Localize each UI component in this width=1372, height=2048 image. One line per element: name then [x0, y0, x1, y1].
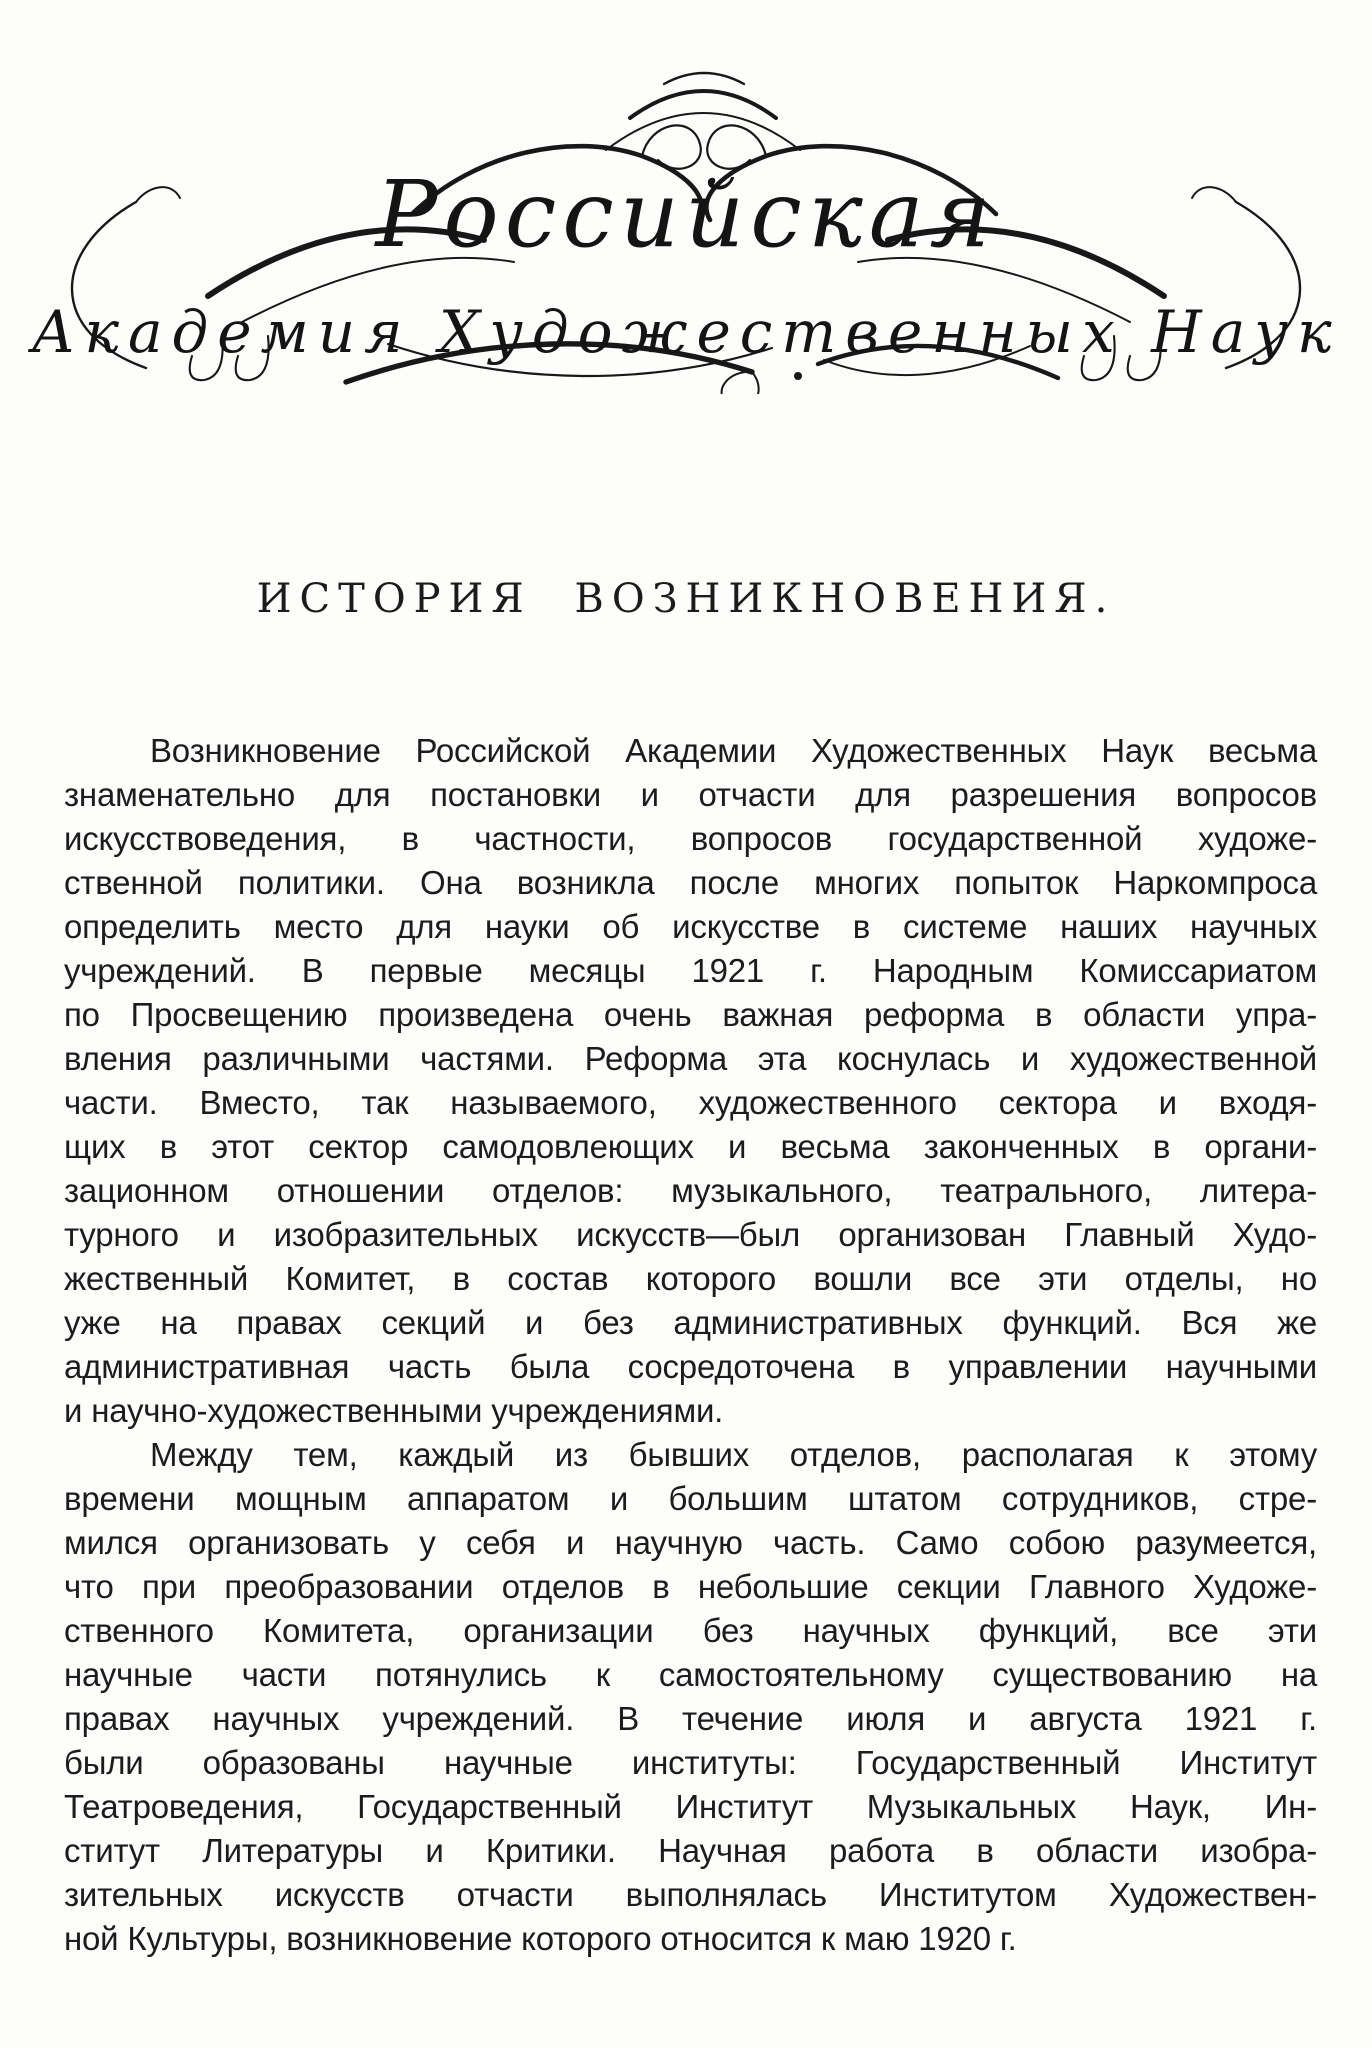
flourish-stroke [606, 113, 800, 150]
text-line: научные части потянулись к самостоятельному существованию на [64, 1656, 1317, 1693]
text-line: Театроведения, Государственный Институт Музыкальных Наук, Ин- [64, 1788, 1317, 1825]
text-line: зационном отношении отделов: музыкального, театрального, литера- [64, 1172, 1317, 1209]
text-line: и научно-художественными учреждениями. [64, 1392, 724, 1429]
text-line: зительных искусств отчасти выполнялась Институтом Художествен- [64, 1876, 1317, 1913]
text-line: искусствоведения, в частности, вопросов государственной художе- [64, 820, 1317, 857]
header-ornament [16, 34, 1356, 394]
text-line: Между тем, каждый из бывших отделов, располагая к этому [150, 1436, 1317, 1473]
header-calligraphy-line2: Академия Художественных Наук [31, 298, 1341, 366]
text-line: жественный Комитет, в состав которого вошли все эти отделы, но [64, 1260, 1317, 1297]
text-line: правах научных учреждений. В течение июля и августа 1921 г. [64, 1700, 1317, 1737]
text-line: знаменательно для постановки и отчасти для разрешения вопросов [64, 776, 1317, 813]
body-text [64, 729, 1317, 1961]
text-line: что при преобразовании отделов в небольшие секции Главного Художе- [64, 1568, 1317, 1605]
text-line: вления различными частями. Реформа эта коснулась и художественной [64, 1040, 1317, 1077]
flourish-stroke [722, 372, 759, 394]
header-calligraphy-line1: Российская [375, 161, 997, 268]
text-line: ной Культуры, возникновение которого относится к маю 1920 г. [64, 1920, 1017, 1957]
text-line: ститут Литературы и Критики. Научная работа в области изобра- [64, 1832, 1317, 1869]
page-title: ИСТОРИЯ ВОЗНИКНОВЕНИЯ. [256, 576, 1116, 622]
text-line: административная часть была сосредоточена в управлении научными [64, 1348, 1317, 1385]
text-line: определить место для науки об искусстве в системе наших научных [64, 908, 1317, 945]
text-line: мился организовать у себя и научную часть. Само собою разумеется, [64, 1524, 1317, 1561]
text-line: учреждений. В первые месяцы 1921 г. Народным Комиссариатом [64, 952, 1317, 989]
flourish-stroke [136, 187, 180, 202]
text-line: щих в этот сектор самодовлеющих и весьма законченных в органи- [64, 1128, 1317, 1165]
text-line: ственной политики. Она возникла после многих попыток Наркомпроса [64, 864, 1317, 901]
flourish-stroke [1192, 187, 1236, 202]
text-line: были образованы научные институты: Государственный Институт [64, 1744, 1317, 1781]
flourish-stroke [664, 73, 744, 84]
text-line: Возникновение Российской Академии Художественных Наук весьма [150, 732, 1317, 769]
text-line: части. Вместо, так называемого, художественного сектора и входя- [64, 1084, 1317, 1121]
flourish-dot [794, 372, 802, 380]
text-line: уже на правах секций и без административных функций. Вся же [64, 1304, 1317, 1341]
text-line: ственного Комитета, организации без научных функций, все эти [64, 1612, 1317, 1649]
flourish-stroke [630, 91, 776, 118]
text-line: времени мощным аппаратом и большим штатом сотрудников, стре- [64, 1480, 1317, 1517]
text-line: турного и изобразительных искусств—был организован Главный Худо- [64, 1216, 1317, 1253]
text-line: по Просвещению произведена очень важная реформа в области упра- [64, 996, 1317, 1033]
